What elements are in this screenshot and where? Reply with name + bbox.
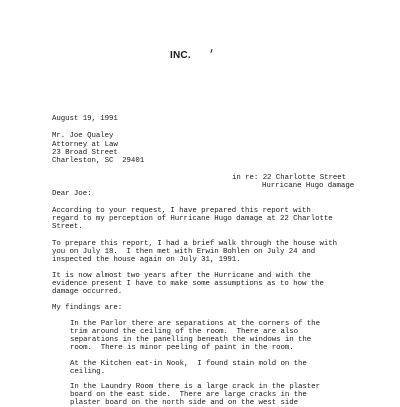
recipient-street: 23 Broad Street: [52, 149, 118, 157]
letterhead-mark: [210, 49, 212, 53]
body-line: you on July 18. I then met with Erwin Bohlen on July 24 and: [52, 248, 316, 256]
body-line: inspected the house again on July 31, 1991.: [52, 256, 241, 264]
finding-line: plaster board on the north side and on the west side: [70, 399, 299, 407]
finding-line: trim around the ceiling of the room. There are also: [70, 328, 299, 336]
body-line: Street.: [52, 223, 83, 231]
finding-line: room. There is minor peeling of paint in the room.: [70, 344, 294, 352]
body-line: My findings are:: [52, 304, 123, 312]
letter-date: August 19, 1991: [52, 115, 118, 123]
body-line: damage occurred.: [52, 288, 123, 296]
body-line: It is now almost two years after the Hurricane and with the: [52, 272, 311, 280]
letterhead-company: INC.: [170, 50, 191, 61]
finding-line: board on the east side. There are large cracks in the: [70, 391, 307, 399]
body-line: regard to my perception of Hurricane Hugo damage at 22 Charlotte: [52, 215, 333, 223]
body-line: According to your request, I have prepared this report with: [52, 207, 311, 215]
finding-line: ceiling.: [70, 368, 106, 376]
finding-line: At the Kitchen eat-in Nook, I found stain mold on the: [70, 360, 307, 368]
recipient-name: Mr. Joe Qualey: [52, 132, 114, 140]
finding-line: separations in the panelling beneath the windows in the: [70, 336, 312, 344]
recipient-title: Attorney at Law: [52, 141, 118, 149]
reference-line: in re: 22 Charlotte Street: [232, 174, 347, 182]
recipient-city: Charleston, SC 29401: [52, 157, 145, 165]
salutation: Dear Joe:: [52, 190, 92, 198]
reference-line: Hurricane Hugo damage: [262, 182, 355, 190]
body-line: evidence present I have to make some assumptions as to how the: [52, 280, 324, 288]
finding-line: In the Parlor there are separations at the corners of the: [70, 320, 320, 328]
body-line: To prepare this report, I had a brief walk through the house with: [52, 240, 338, 248]
finding-line: In the Laundry Room there is a large crack in the plaster: [70, 383, 320, 391]
